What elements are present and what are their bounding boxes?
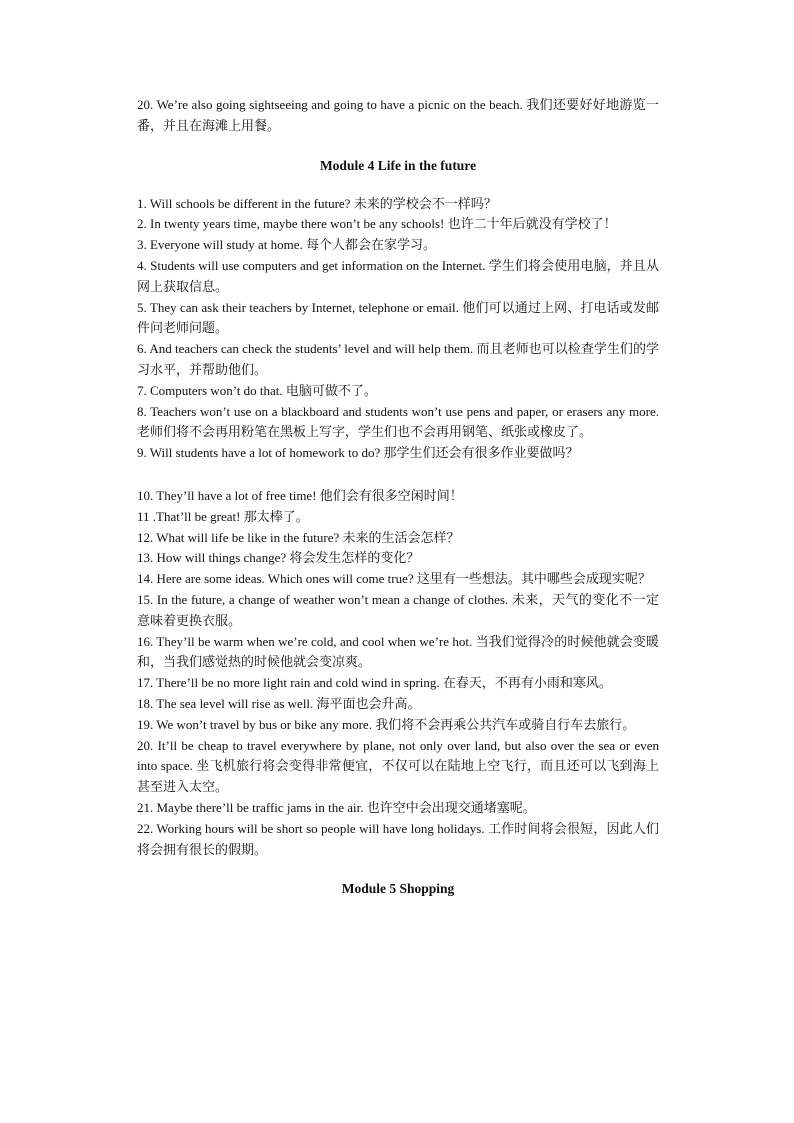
sentence-item: 16. They’ll be warm when we’re cold, and cool when we’re hot. 当我们觉得冷的时候他就会变暖和，当我们感觉热的时候他就会变凉爽。 bbox=[137, 633, 659, 670]
sentence-item: 19. We won’t travel by bus or bike any more. 我们将不会再乘公共汽车或骑自行车去旅行。 bbox=[137, 716, 636, 732]
sentence-item: 17. There’ll be no more light rain and cold wind in spring. 在春天，不再有小雨和寒风。 bbox=[137, 675, 612, 691]
sentence-item: 9. Will students have a lot of homework to do? 那学生们还会有很多作业要做吗？ bbox=[137, 445, 579, 461]
module5-title: Module 5 Shopping bbox=[341, 881, 455, 897]
sentence-item: 11 .That’ll be great! 那太棒了。 bbox=[137, 508, 309, 524]
top-items bbox=[137, 95, 659, 137]
sentence-item: 7. Computers won’t do that. 电脑可做不了。 bbox=[137, 382, 377, 398]
sentence-item: 12. What will life be like in the future? 未来的生活会怎样？ bbox=[137, 529, 460, 545]
sentence-item: 18. The sea level will rise as well. 海平面也会升高。 bbox=[137, 695, 421, 711]
document-page bbox=[137, 95, 659, 899]
sentence-item: 14. Here are some ideas. Which ones will come true? 这里有一些想法。其中哪些会成现实呢？ bbox=[137, 571, 651, 587]
module4-title: Module 4 Life in the future bbox=[319, 157, 477, 173]
sentence-item: 10. They’ll have a lot of free time! 他们会有很多空闲时间！ bbox=[137, 487, 463, 503]
module4-group1 bbox=[137, 194, 659, 464]
sentence-item: 3. Everyone will study at home. 每个人都会在家学习。 bbox=[137, 237, 436, 253]
sentence-item: 15. In the future, a change of weather won’t mean a change of clothes. 未来，天气的变化不一定意味着更换衣服。 bbox=[137, 591, 659, 628]
sentence-item: 20. It’ll be cheap to travel everywhere by plane, not only over land, but also over the sea or even into space. 坐飞机旅行将会变得非常便宜，不仅可以在陆地上空飞行，而且还可以飞到海上甚至进入太空。 bbox=[137, 737, 659, 795]
sentence-item: 22. Working hours will be short so people will have long holidays. 工作时间将会很短，因此人们将会拥有很长的假期。 bbox=[137, 820, 659, 857]
sentence-item: 2. In twenty years time, maybe there won’t be any schools! 也许二十年后就没有学校了！ bbox=[137, 216, 617, 232]
module4-group2 bbox=[137, 486, 659, 860]
sentence-item: 20. We’re also going sightseeing and going to have a picnic on the beach. 我们还要好好地游览一番，并且在海滩上用餐。 bbox=[137, 97, 659, 133]
sentence-item: 8. Teachers won’t use on a blackboard and students won’t use pens and paper, or erasers any more. 老师们将不会再用粉笔在黑板上写字，学生们也不会再用钢笔、纸张或橡皮了。 bbox=[137, 403, 659, 440]
sentence-item: 13. How will things change? 将会发生怎样的变化？ bbox=[137, 550, 420, 566]
sentence-item: 4. Students will use computers and get information on the Internet. 学生们将会使用电脑，并且从网上获取信息。 bbox=[137, 257, 659, 294]
sentence-item: 1. Will schools be different in the future? 未来的学校会不一样吗？ bbox=[137, 195, 497, 211]
sentence-item: 6. And teachers can check the students’ level and will help them. 而且老师也可以检查学生们的学习水平，并帮助他们。 bbox=[137, 341, 659, 377]
sentence-item: 21. Maybe there’ll be traffic jams in the air. 也许空中会出现交通堵塞呢。 bbox=[137, 799, 536, 815]
sentence-item: 5. They can ask their teachers by Internet, telephone or email. 他们可以通过上网、打电话或发邮件问老师问题。 bbox=[137, 299, 659, 336]
